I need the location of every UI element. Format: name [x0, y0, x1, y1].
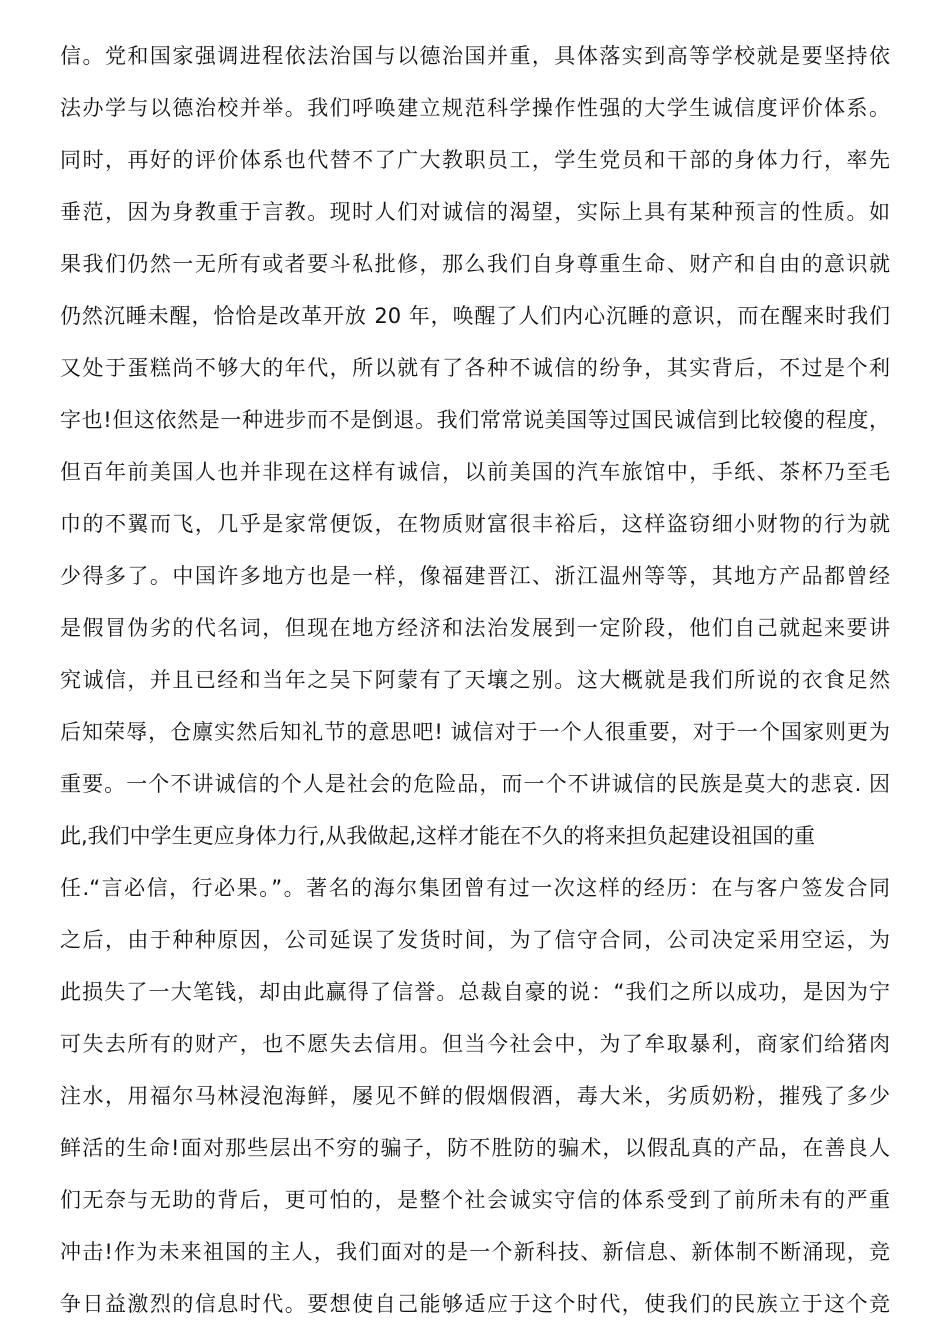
text-line: 是假冒伪劣的代名词，但现在地方经济和法治发展到一定阶段，他们自己就起来要讲: [60, 616, 890, 640]
text-line: 垂范，因为身教重于言教。现时人们对诚信的渴望，实际上具有某种预言的性质。如: [60, 200, 890, 224]
text-line: 法办学与以德治校并举。我们呼唤建立规范科学操作性强的大学生诚信度评价体系。: [60, 96, 890, 120]
text-line: 又处于蛋糕尚不够大的年代，所以就有了各种不诚信的纷争，其实背后，不过是个利: [60, 356, 890, 380]
text-line: 争日益激烈的信息时代。要想使自己能够适应于这个时代，使我们的民族立于这个竞: [60, 1292, 890, 1316]
text-line: 鲜活的生命!面对那些层出不穷的骗子，防不胜防的骗术，以假乱真的产品，在善良人: [60, 1136, 890, 1160]
text-line: 仍然沉睡未醒，恰恰是改革开放 20 年，唤醒了人们内心沉睡的意识，而在醒来时我们: [60, 304, 890, 328]
text-line: 但百年前美国人也并非现在这样有诚信，以前美国的汽车旅馆中，手纸、茶杯乃至毛: [60, 460, 890, 484]
text-line: 可失去所有的财产，也不愿失去信用。但当今社会中，为了牟取暴利，商家们给猪肉: [60, 1032, 890, 1056]
text-line: 此,我们中学生更应身体力行,从我做起,这样才能在不久的将来担负起建设祖国的重: [60, 824, 816, 848]
text-line: 信。党和国家强调进程依法治国与以德治国并重，具体落实到高等学校就是要坚持依: [60, 44, 890, 68]
text-line: 之后，由于种种原因，公司延误了发货时间，为了信守合同，公司决定采用空运，为: [60, 928, 890, 952]
text-line: 们无奈与无助的背后，更可怕的，是整个社会诚实守信的体系受到了前所未有的严重: [60, 1188, 890, 1212]
text-line: 究诚信，并且已经和当年之吴下阿蒙有了天壤之别。这大概就是我们所说的衣食足然: [60, 668, 890, 692]
text-line: 此损失了一大笔钱，却由此赢得了信誉。总裁自豪的说：“我们之所以成功，是因为宁: [60, 980, 890, 1004]
text-line: 字也!但这依然是一种进步而不是倒退。我们常常说美国等过国民诚信到比较傻的程度，: [60, 408, 890, 432]
text-line: 果我们仍然一无所有或者要斗私批修，那么我们自身尊重生命、财产和自由的意识就: [60, 252, 890, 276]
text-line: 巾的不翼而飞，几乎是家常便饭，在物质财富很丰裕后，这样盗窃细小财物的行为就: [60, 512, 890, 536]
text-line: 同时，再好的评价体系也代替不了广大教职员工，学生党员和干部的身体力行，率先: [60, 148, 890, 172]
text-line: 注水，用福尔马林浸泡海鲜，屡见不鲜的假烟假酒，毒大米，劣质奶粉，摧残了多少: [60, 1084, 890, 1108]
text-line: 任.“言必信，行必果。”。著名的海尔集团曾有过一次这样的经历：在与客户签发合同: [60, 876, 890, 900]
text-line: 重要。一个不讲诚信的个人是社会的危险品，而一个不讲诚信的民族是莫大的悲哀. 因: [60, 772, 890, 796]
text-line: 冲击!作为未来祖国的主人，我们面对的是一个新科技、新信息、新体制不断涌现，竞: [60, 1240, 890, 1264]
text-line: 少得多了。中国许多地方也是一样，像福建晋江、浙江温州等等，其地方产品都曾经: [60, 564, 890, 588]
text-line: 后知荣辱，仓廪实然后知礼节的意思吧! 诚信对于一个人很重要，对于一个国家则更为: [60, 720, 890, 744]
